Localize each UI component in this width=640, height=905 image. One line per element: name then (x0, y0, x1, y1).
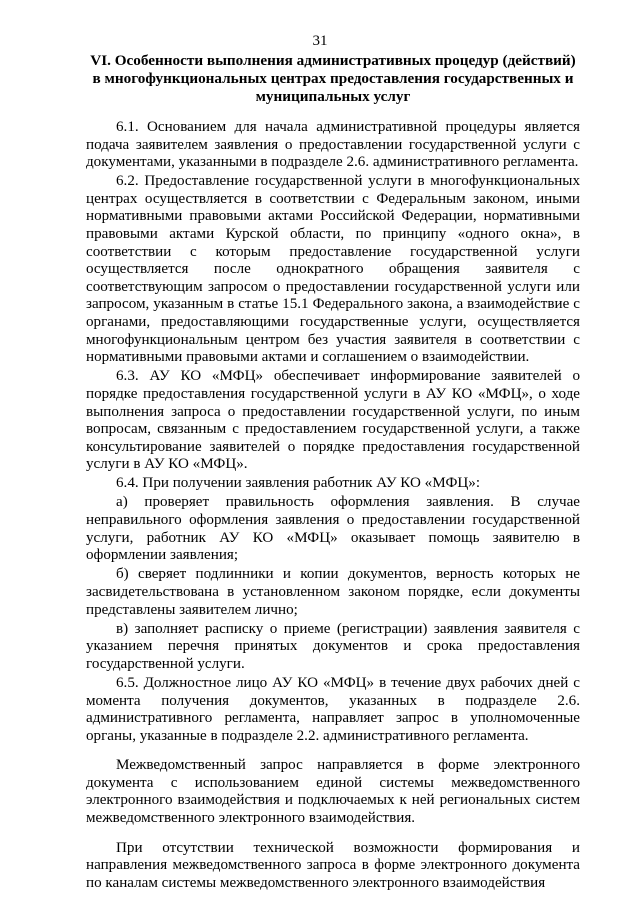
paragraph-6-3: 6.3. АУ КО «МФЦ» обеспечивает информирование заявителей о порядке предоставления государственной услуги в АУ КО «МФЦ», о ходе выполнения запроса о предоставлении государственной услуги, по иным вопросам, связанным с предоставлением государственной услуги, а также консультирование заявителей о порядке предоставления государственной услуги в АУ КО «МФЦ». (86, 368, 580, 473)
paragraph-6-4: 6.4. При получении заявления работник АУ КО «МФЦ»: (116, 475, 481, 492)
paragraph-6-5: 6.5. Должностное лицо АУ КО «МФЦ» в течение двух рабочих дней с момента получения документов, указанных в подразделе 2.6. административного регламента, направляет запрос в уполномоченные органы, указанные в подразделе 2.2. административного регламента. (86, 674, 580, 744)
paragraph-6-2: 6.2. Предоставление государственной услуги в многофункциональных центрах осуществляется в соответствии с Федеральным законом, иными нормативными правовыми актами Российской Федерации, нормативными правовыми актами Курской области, по принципу «одного окна», в соответствии с которым предоставление государственной услуги осуществляется после однократного обращения заявителя с соответствующим запросом о предоставлении государственной услуги или запросом, указанным в статье 15.1 Федерального закона, а взаимодействие с органами, предоставляющими государственные услуги, осуществляется многофункциональным центром без участия заявителя в соответствии с нормативными правовыми актами и соглашением о взаимодействии. (86, 173, 580, 366)
body-text (86, 119, 580, 894)
paragraph-6-4-v: в) заполняет расписку о приеме (регистрации) заявления заявителя с указанием перечня принятых документов и срока предоставления государственной услуги. (86, 620, 580, 672)
paragraph-6-4-a: а) проверяет правильность оформления заявления. В случае неправильного оформления заявления о предоставлении государственной услуги, работник АУ КО «МФЦ» оказывает помощь заявителю в оформлении заявления; (86, 494, 580, 564)
page-number: 31 (312, 33, 328, 49)
paragraph-6-4-b: б) сверяет подлинники и копии документов, верность которых не засвидетельствована в установленном законом порядке, если документы представлены заявителем лично; (86, 566, 580, 618)
section-heading: VI. Особенности выполнения административных процедур (действий) в многофункциональных центрах предоставления государственных и муниципальных услуг (90, 52, 576, 105)
paragraph-6-1: 6.1. Основанием для начала административной процедуры является подача заявителем заявления о предоставлении государственной услуги с документами, указанными в подразделе 2.6. административного регламента. (86, 119, 580, 171)
paragraph-interagency-request: Межведомственный запрос направляется в форме электронного документа с использованием единой системы межведомственного электронного взаимодействия и подключаемых к ней региональных систем межведомственного электронного взаимодействия. (86, 757, 580, 827)
paragraph-no-technical-capability: При отсутствии технической возможности формирования и направления межведомственного запроса в форме электронного документа по каналам системы межведомственного электронного взаимодействия (86, 839, 580, 891)
